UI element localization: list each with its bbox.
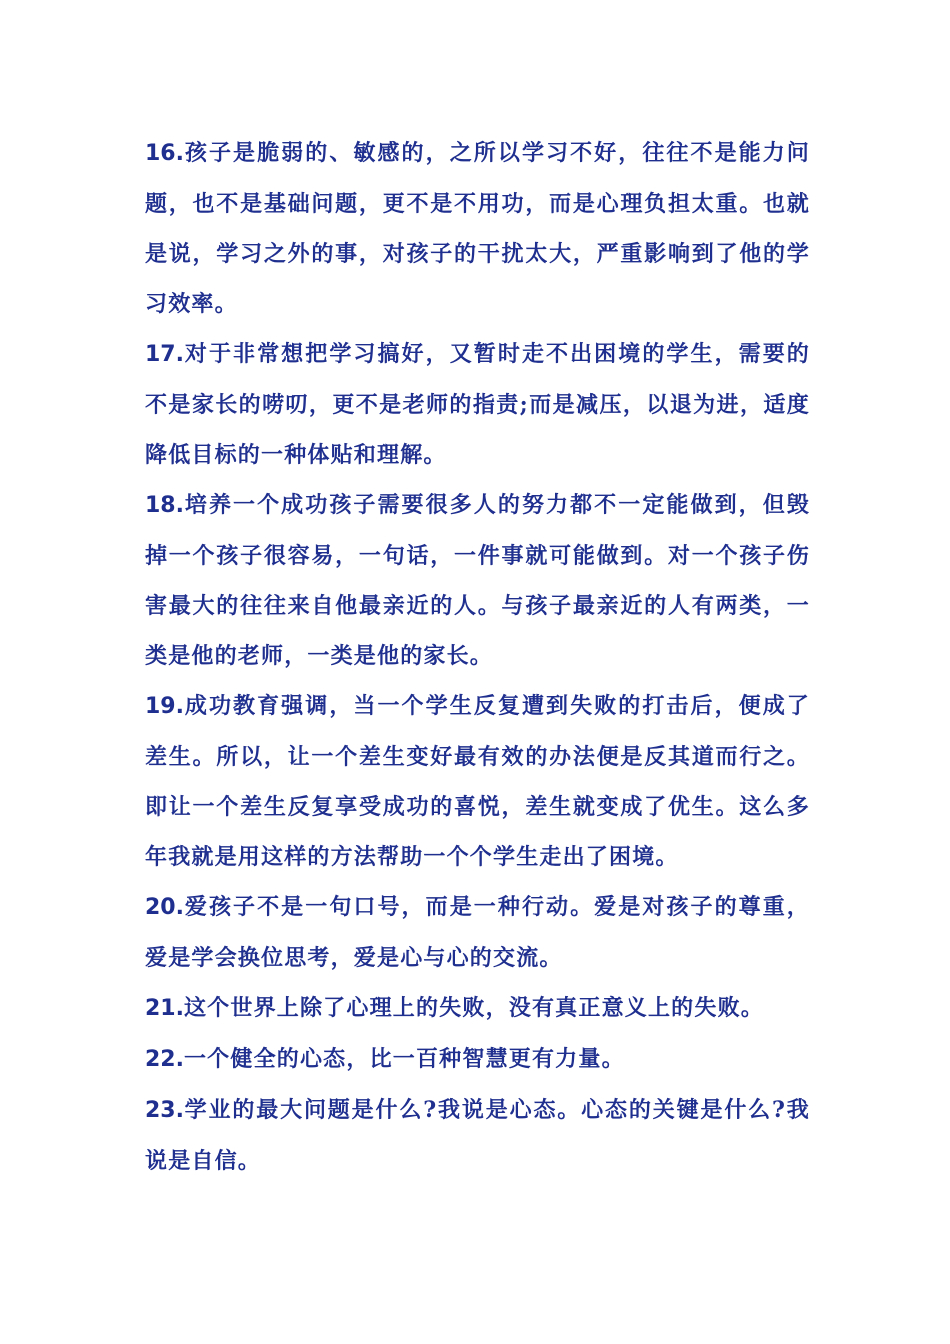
paragraph-text: 成功教育强调，当一个学生反复遭到失败的打击后，便成了差生。所以，让一个差生变好最有效的办法便是反其道而行之。即让一个差生反复享受成功的喜悦，差生就变成了优生。这么多年我就是用这样的方法帮助一个个学生走出了困境。	[145, 693, 810, 870]
paragraph-20	[145, 882, 810, 983]
paragraph-23	[145, 1085, 810, 1186]
item-number: 19.	[145, 694, 184, 719]
item-number: 21.	[145, 996, 184, 1021]
item-number: 23.	[145, 1098, 184, 1123]
paragraph-18	[145, 480, 810, 681]
paragraph-text: 学业的最大问题是什么?我说是心态。心态的关键是什么?我说是自信。	[145, 1097, 810, 1174]
item-number: 22.	[145, 1047, 184, 1072]
item-number: 17.	[145, 342, 184, 367]
paragraph-21	[145, 983, 810, 1034]
item-number: 20.	[145, 895, 184, 920]
paragraph-16	[145, 128, 810, 329]
document-body	[145, 128, 810, 1186]
paragraph-text: 对于非常想把学习搞好，又暂时走不出困境的学生，需要的不是家长的唠叨，更不是老师的指责;而是减压，以退为进，适度降低目标的一种体贴和理解。	[145, 341, 810, 468]
paragraph-text: 孩子是脆弱的、敏感的，之所以学习不好，往往不是能力问题，也不是基础问题，更不是不用功，而是心理负担太重。也就是说，学习之外的事，对孩子的干扰太大，严重影响到了他的学习效率。	[145, 140, 810, 317]
item-number: 18.	[145, 493, 184, 518]
paragraph-text: 一个健全的心态，比一百种智慧更有力量。	[183, 1046, 625, 1072]
paragraph-text: 这个世界上除了心理上的失败，没有真正意义上的失败。	[183, 995, 764, 1021]
paragraph-19	[145, 681, 810, 882]
paragraph-22	[145, 1034, 810, 1085]
paragraph-text: 爱孩子不是一句口号，而是一种行动。爱是对孩子的尊重，爱是学会换位思考，爱是心与心的交流。	[145, 894, 810, 971]
item-number: 16.	[145, 141, 184, 166]
paragraph-text: 培养一个成功孩子需要很多人的努力都不一定能做到，但毁掉一个孩子很容易，一句话，一件事就可能做到。对一个孩子伤害最大的往往来自他最亲近的人。与孩子最亲近的人有两类，一类是他的老师，一类是他的家长。	[145, 492, 810, 669]
paragraph-17	[145, 329, 810, 480]
